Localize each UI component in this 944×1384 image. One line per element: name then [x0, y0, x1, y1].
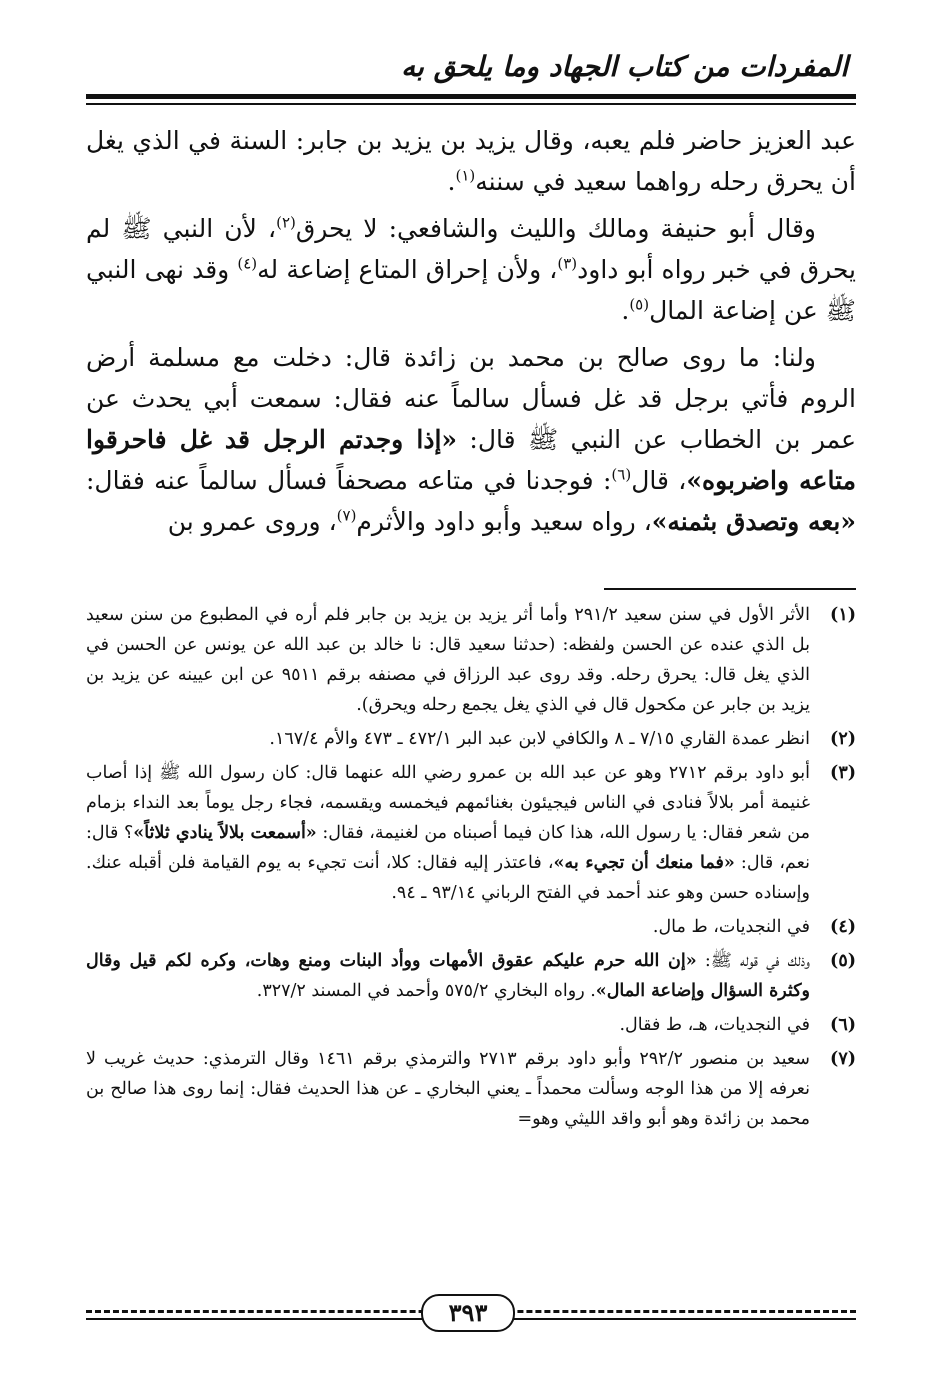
footnote-ref-4: (٤) [237, 254, 258, 273]
footnote-number: (٧) [830, 1049, 856, 1069]
footnote-5 [86, 946, 856, 1006]
paragraph-1: عبد العزيز حاضر فلم يعبه، وقال يزيد بن يزيد بن جابر: السنة في الذي يغل أن يحرق رحله رواهما سعيد في سننه$^{(١)}$. [86, 126, 856, 196]
header-rule-thick [86, 94, 856, 99]
footnote-text: الأثر الأول في سنن سعيد ٢٩١/٢ وأما أثر يزيد بن يزيد بن جابر فلم أره في المطبوع من سنن سعيد بل الذي عنده عن الحسن ولفظه: (حدثنا سعيد قال: نا خالد بن عبد الله عن يونس عن الحسن في الذي يغل قال: يحرق رحله. وقد روى عبد الرزاق في مصنفه برقم ٩٥١١ عن ابن عيينه عن يزيد بن يزيد بن جابر عن مكحول قال في الذي يغل يجمع رحله ويحرق). [86, 605, 811, 715]
footnote-separator [604, 588, 856, 590]
footnote-number: (٦) [830, 1015, 856, 1035]
footnote-number: (٢) [830, 729, 856, 749]
footnote-3 [86, 758, 856, 908]
footnote-ref-1: (١) [455, 166, 476, 185]
footnote-text: في النجديات، هـ، ط فقال. [619, 1015, 810, 1035]
paragraph-2: وقال أبو حنيفة ومالك والليث والشافعي: لا يحرق$^{(٢)}$، لأن النبي ﷺ لم يحرق في خبر رواه أبو داود$^{(٣)}$، ولأن إحراق المتاع إضاعة له$^{(٤)}$ وقد نهى النبي ﷺ عن إضاعة المال$^{(٥)}$. [86, 213, 856, 325]
hadith-quote: «أسمعت بلالاً ينادي ثلاثاً» [133, 823, 317, 843]
hadith-quote: «إن الله حرم عليكم عقوق الأمهات ووأد البنات ومنع وهات، وكره لكم قيل وقال وكثرة السؤال وإضاعة المال» [86, 951, 810, 1001]
footnote-number: (٣) [830, 763, 856, 783]
footnote-4 [86, 912, 856, 942]
footnote-text: أبو داود برقم ٢٧١٢ وهو عن عبد الله بن عمرو رضي الله عنهما قال: كان رسول الله ﷺ إذا أصاب غنيمة أمر بلالاً فنادى في الناس فيجيئون بغنائمهم فيخمسه ويقسمه، فجاء رجل يوماً بعد النداء بزمام من شعر فقال: يا رسول الله، هذا كان فيما أصبناه من لغنيمة، فقال: «أسمعت بلالاً ينادي ثلاثاً»؟ قال: نعم، قال: «فما منعك أن تجيء به»، فاعتذر إليه فقال: كلا، أنت تجيء به يوم القيامة فلن أقبله عنك. وإسناده حسن وهو عند أحمد في الفتح الرباني ٩٣/١٤ ـ ٩٤. [86, 763, 810, 903]
footnote-7 [86, 1044, 856, 1134]
hadith-quote-2: «بعه وتصدق بثمنه» [651, 507, 856, 536]
paragraph-3: ولنا: ما روى صالح بن محمد بن زائدة قال: دخلت مع مسلمة أرض الروم فأتي برجل قد غل فسأل سالماً عنه فقال: سمعت أبي يحدث عن عمر بن الخطاب عن النبي ﷺ قال: «إذا وجدتم الرجل قد غل فاحرقوا متاعه واضربوه»، قال$^{(٦)}$: فوجدنا في متاعه مصحفاً فسأل سالماً عنه فقال: «بعه وتصدق بثمنه»، رواه سعيد وأبو داود والأثرم$^{(٧)}$، وروى عمرو بن [86, 343, 857, 536]
page-number: ٣٩٣ [421, 1294, 515, 1332]
header-rule-thin [86, 103, 856, 105]
footnote-ref-2: (٢) [276, 213, 296, 232]
footnote-ref-6: (٦) [611, 465, 632, 484]
hadith-quote-1: «إذا وجدتم الرجل قد غل فاحرقوا متاعه واضربوه» [86, 425, 857, 495]
footnote-ref-7: (٧) [336, 506, 357, 525]
footnote-1 [86, 600, 856, 720]
footnotes [86, 600, 856, 1138]
footnote-ref-5: (٥) [629, 295, 650, 314]
footnote-text: وذلك في قوله ﷺ: «إن الله حرم عليكم عقوق الأمهات ووأد البنات ومنع وهات، وكره لكم قيل وقال وكثرة السؤال وإضاعة المال». رواه البخاري ٥٧٥/٢ وأحمد في المسند ٣٢٧/٢. [86, 951, 810, 1001]
footnote-text: في النجديات، ط مال. [652, 917, 810, 937]
footnote-ref-3: (٣) [557, 254, 578, 273]
footnote-2 [86, 724, 856, 754]
main-text [86, 120, 856, 548]
footnote-number: (٥) [830, 951, 856, 971]
hadith-quote: «فما منعك أن تجيء به» [553, 853, 735, 873]
running-header-title: المفردات من كتاب الجهاد وما يلحق به [401, 50, 848, 83]
footnote-number: (١) [830, 605, 856, 625]
page-footer [86, 1300, 856, 1336]
footnote-number: (٤) [830, 917, 856, 937]
footnote-text: سعيد بن منصور ٢٩٢/٢ وأبو داود برقم ٢٧١٣ والترمذي برقم ١٤٦١ وقال الترمذي: حديث غريب لا نعرفه إلا من هذا الوجه وسألت محمداً ـ يعني البخاري ـ عن هذا الحديث فقال: إنما روى هذا صالح بن محمد بن زائدة وهو أبو واقد الليثي وهو= [86, 1049, 810, 1129]
footnote-6 [86, 1010, 856, 1040]
footnote-text: انظر عمدة القاري ٧/١٥ ـ ٨ والكافي لابن عبد البر ٤٧٢/١ ـ ٤٧٣ والأم ١٦٧/٤. [269, 729, 810, 749]
book-page [86, 40, 856, 1350]
